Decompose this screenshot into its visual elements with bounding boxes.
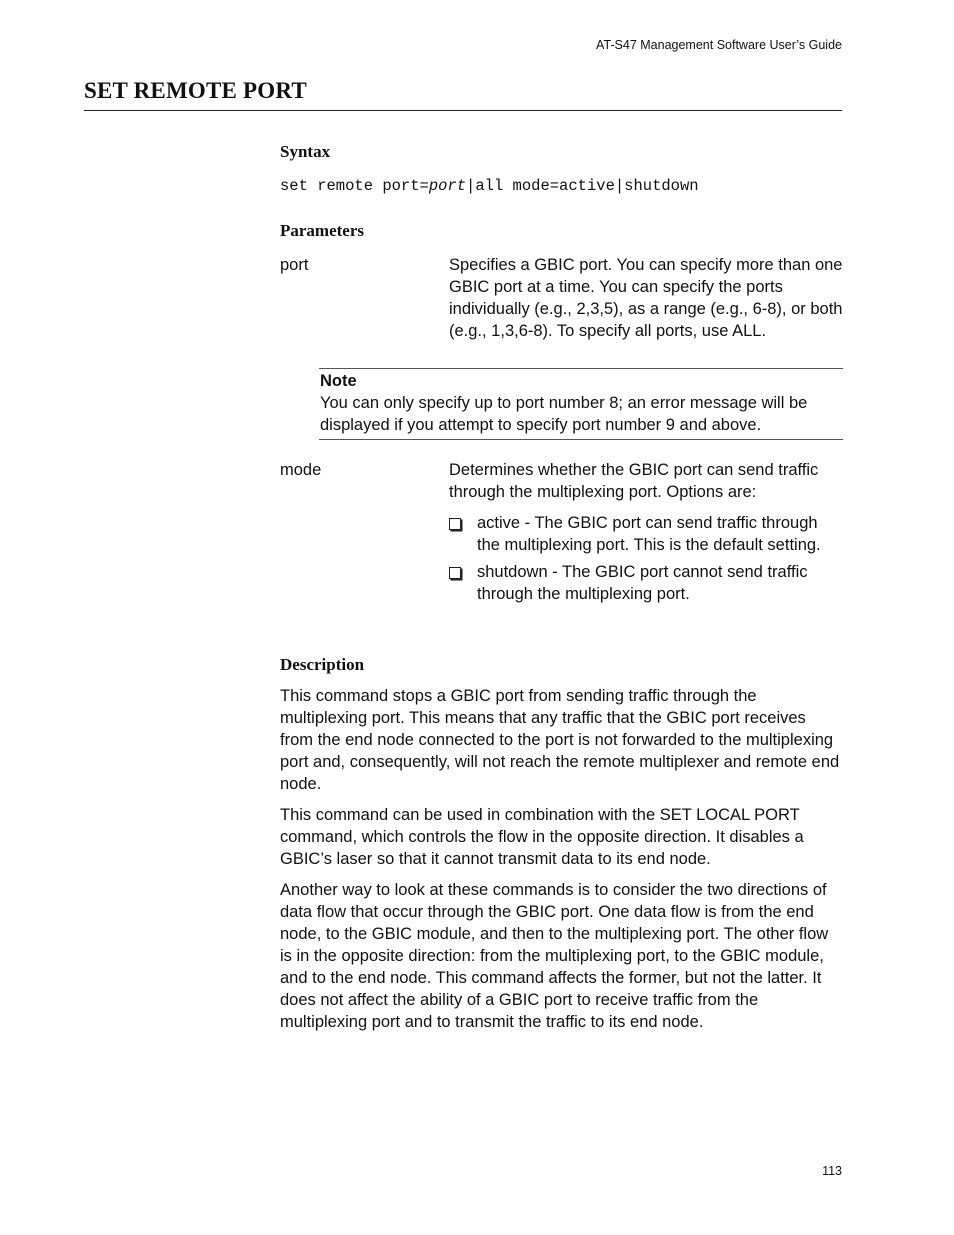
description-paragraph: This command stops a GBIC port from sending traffic through the multiplexing port. This means that any traffic that the GBIC port receives from the end node connected to the port is not forwarded to the multiplexing port and, consequently, will not reach the remote multiplexer and remote end node. [280, 687, 840, 793]
note-label: Note [320, 372, 357, 390]
note-text: You can only specify up to port number 8; an error message will be displayed if you attempt to specify port number 9 and above. [320, 394, 808, 434]
syntax-part-3: |all mode=active|shutdown [466, 177, 699, 195]
parameters-heading: Parameters [280, 221, 365, 240]
page-number: 113 [822, 1164, 842, 1178]
param-port-name: port [280, 256, 309, 274]
section-title: SET REMOTE PORT [84, 78, 307, 103]
note-box [319, 368, 843, 440]
mode-option-shutdown: shutdown - The GBIC port cannot send traffic through the multiplexing port. [477, 563, 808, 603]
list-item [449, 512, 844, 556]
syntax-part-1: set remote port= [280, 177, 429, 195]
description-body [280, 685, 842, 1042]
mode-options-list [449, 512, 844, 610]
running-header: AT-S47 Management Software User’s Guide [596, 38, 842, 52]
list-item [449, 561, 844, 605]
param-mode-name: mode [280, 461, 322, 479]
param-mode-description: Determines whether the GBIC port can send traffic through the multiplexing port. Options are: [449, 461, 819, 501]
syntax-command [280, 177, 699, 195]
checkbox-bullet-icon [449, 518, 461, 530]
syntax-part-port: port [428, 177, 467, 195]
mode-option-active: active - The GBIC port can send traffic through the multiplexing port. This is the default setting. [477, 514, 821, 554]
description-heading: Description [280, 655, 365, 674]
param-port-description: Specifies a GBIC port. You can specify more than one GBIC port at a time. You can specify the ports individually (e.g., 2,3,5), as a range (e.g., 6-8), or both (e.g., 1,3,6-8). To specify all ports, use ALL. [449, 256, 843, 340]
checkbox-bullet-icon [449, 567, 461, 579]
title-rule [84, 110, 842, 111]
description-paragraph: Another way to look at these commands is to consider the two directions of data flow that occur through the GBIC port. One data flow is from the end node, to the GBIC module, and then to the multiplexing port. The other flow is in the opposite direction: from the multiplexing port, to the GBIC module, and to the end node. This command affects the former, but not the latter. It does not affect the ability of a GBIC port to receive traffic from the multiplexing port and to transmit the traffic to its end node. [280, 881, 829, 1031]
description-paragraph: This command can be used in combination with the SET LOCAL PORT command, which controls the flow in the opposite direction. It disables a GBIC’s laser so that it cannot transmit data to its end node. [280, 806, 804, 868]
syntax-heading: Syntax [280, 142, 331, 161]
